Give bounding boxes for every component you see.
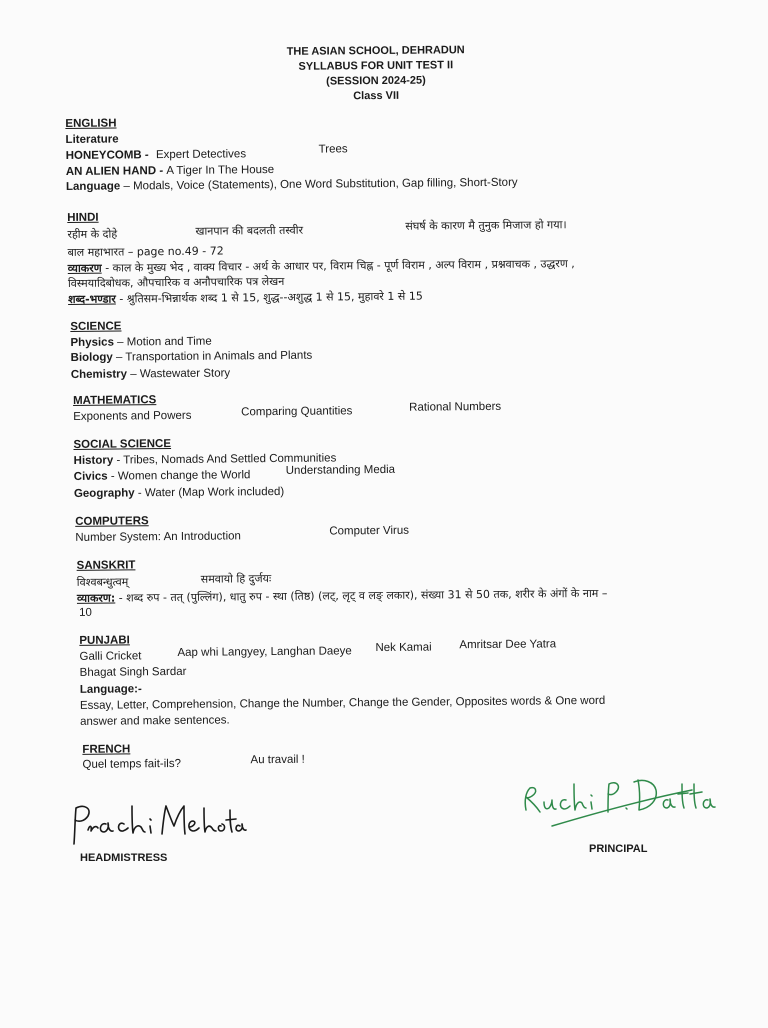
geography-line xyxy=(74,486,284,500)
civics-topic: - Women change the World xyxy=(107,469,251,483)
sanskrit-vyakaran-label: व्याकरण: xyxy=(76,591,116,605)
english-honeycomb-line xyxy=(66,148,246,162)
history-topic: - Tribes, Nomads And Settled Communities xyxy=(113,452,337,467)
punjabi-language-topics: Essay, Letter, Comprehension, Change the Number, Change the Gender, Opposites words & One word xyxy=(79,694,606,712)
vyakaran-label: व्याकरण xyxy=(67,261,102,275)
chemistry-label: Chemistry xyxy=(70,368,128,381)
principal-signature xyxy=(512,762,722,847)
headmistress-signature xyxy=(66,800,246,855)
shabd-bhandar-label: शब्द-भण्डार xyxy=(67,292,116,306)
hindi-heading: HINDI xyxy=(67,211,99,224)
english-language-line xyxy=(66,177,518,193)
geography-topic: - Water (Map Work included) xyxy=(134,485,285,500)
french-item: Au travail ! xyxy=(250,753,305,767)
punjabi-item: Galli Cricket xyxy=(79,650,142,663)
punjabi-item: Nek Kamai xyxy=(375,641,432,655)
vyakaran-topics: - काल के मुख्य भेद , वाक्य विचार - अर्थ के आधार पर, विराम चिह्न - पूर्ण विराम , अल्प विराम , प्रश्नवाचक , उद्धरण , xyxy=(101,257,575,275)
mathematics-item: Rational Numbers xyxy=(409,400,502,414)
hindi-vyakaran-continued: विस्मयादिबोधक, औपचारिक व अनौपचारिक पत्र लेखन xyxy=(67,274,285,290)
punjabi-language-label: Language:- xyxy=(79,683,142,696)
sanskrit-heading: SANSKRIT xyxy=(76,559,136,572)
hindi-item: संघर्ष के कारण मै तुनुक मिजाज हो गया। xyxy=(405,218,567,233)
civics-line xyxy=(74,469,251,483)
biology-topic: – Transportation in Animals and Plants xyxy=(112,349,313,364)
headmistress-role: HEADMISTRESS xyxy=(80,852,168,864)
language-label: Language xyxy=(65,180,121,193)
language-topics: – Modals, Voice (Statements), One Word Substitution, Gap filling, Short-Story xyxy=(120,176,518,193)
mathematics-item: Comparing Quantities xyxy=(241,405,353,419)
school-name: THE ASIAN SCHOOL, DEHRADUN xyxy=(286,44,465,58)
english-alien-hand-line xyxy=(66,164,274,178)
principal-role: PRINCIPAL xyxy=(589,843,648,855)
class-label: Class VII xyxy=(353,89,400,103)
punjabi-heading: PUNJABI xyxy=(79,634,130,647)
alien-hand-item: A Tiger In The House xyxy=(166,164,275,178)
hindi-shabd-line xyxy=(68,289,423,307)
computers-item: Number System: An Introduction xyxy=(75,530,241,544)
sanskrit-vyakaran-line xyxy=(77,586,608,606)
punjabi-item: Amritsar Dee Yatra xyxy=(459,638,557,652)
english-literature: Literature xyxy=(65,133,119,147)
sanskrit-vyakaran-continued: 10 xyxy=(79,606,92,619)
science-biology-line xyxy=(71,350,313,364)
sanskrit-vyakaran-topics: - शब्द रुप - तत् (पुल्लिंग), धातु रुप - स्था (तिष्ठ) (लट्, लृट् व लङ् लकार), संख्या 31 से 50 तक, शरीर के अंगों के नाम – xyxy=(115,586,608,605)
geography-label: Geography xyxy=(73,487,135,500)
science-chemistry-line xyxy=(71,367,230,381)
computers-item: Computer Virus xyxy=(329,524,410,538)
sanskrit-item: विश्वबन्धुत्वम् xyxy=(76,575,129,589)
honeycomb-item: Expert Detectives xyxy=(155,148,247,162)
honeycomb-label: HONEYCOMB - xyxy=(65,149,152,163)
french-heading: FRENCH xyxy=(82,743,131,756)
document-title: SYLLABUS FOR UNIT TEST II xyxy=(298,59,454,73)
social-science-heading: SOCIAL SCIENCE xyxy=(73,438,172,451)
physics-topic: – Motion and Time xyxy=(113,335,212,349)
science-heading: SCIENCE xyxy=(70,320,122,333)
science-physics-line xyxy=(70,336,211,349)
civics-label: Civics xyxy=(73,470,108,483)
hindi-item: खानपान की बदलती तस्वीर xyxy=(195,223,304,238)
punjabi-item: Aap whi Langyey, Langhan Daeye xyxy=(177,645,352,659)
punjabi-item: Bhagat Singh Sardar xyxy=(79,665,187,679)
alien-hand-label: AN ALIEN HAND - xyxy=(65,165,167,179)
french-item: Quel temps fait-ils? xyxy=(82,757,182,771)
mathematics-item: Exponents and Powers xyxy=(73,409,192,423)
biology-label: Biology xyxy=(70,351,113,364)
civics-topic: Understanding Media xyxy=(285,463,396,477)
sanskrit-item: समवायो हि दुर्जयः xyxy=(200,572,272,586)
session-label: (SESSION 2024-25) xyxy=(326,74,426,88)
honeycomb-item: Trees xyxy=(318,143,348,156)
punjabi-language-topics-continued: answer and make sentences. xyxy=(80,714,230,728)
shabd-bhandar-topics: - श्रुतिसम-भिन्नार्थक शब्द 1 से 15, शुद्ध--अशुद्ध 1 से 15, मुहावरे 1 से 15 xyxy=(115,289,423,306)
english-heading: ENGLISH xyxy=(65,117,117,131)
history-label: History xyxy=(73,454,114,467)
hindi-item: रहीम के दोहे xyxy=(67,227,118,241)
hindi-bal-mahabharat: बाल महाभारत – page no.49 - 72 xyxy=(67,244,224,259)
mathematics-heading: MATHEMATICS xyxy=(72,394,157,407)
computers-heading: COMPUTERS xyxy=(75,515,149,528)
physics-label: Physics xyxy=(70,336,115,349)
chemistry-topic: – Wastewater Story xyxy=(126,367,231,381)
